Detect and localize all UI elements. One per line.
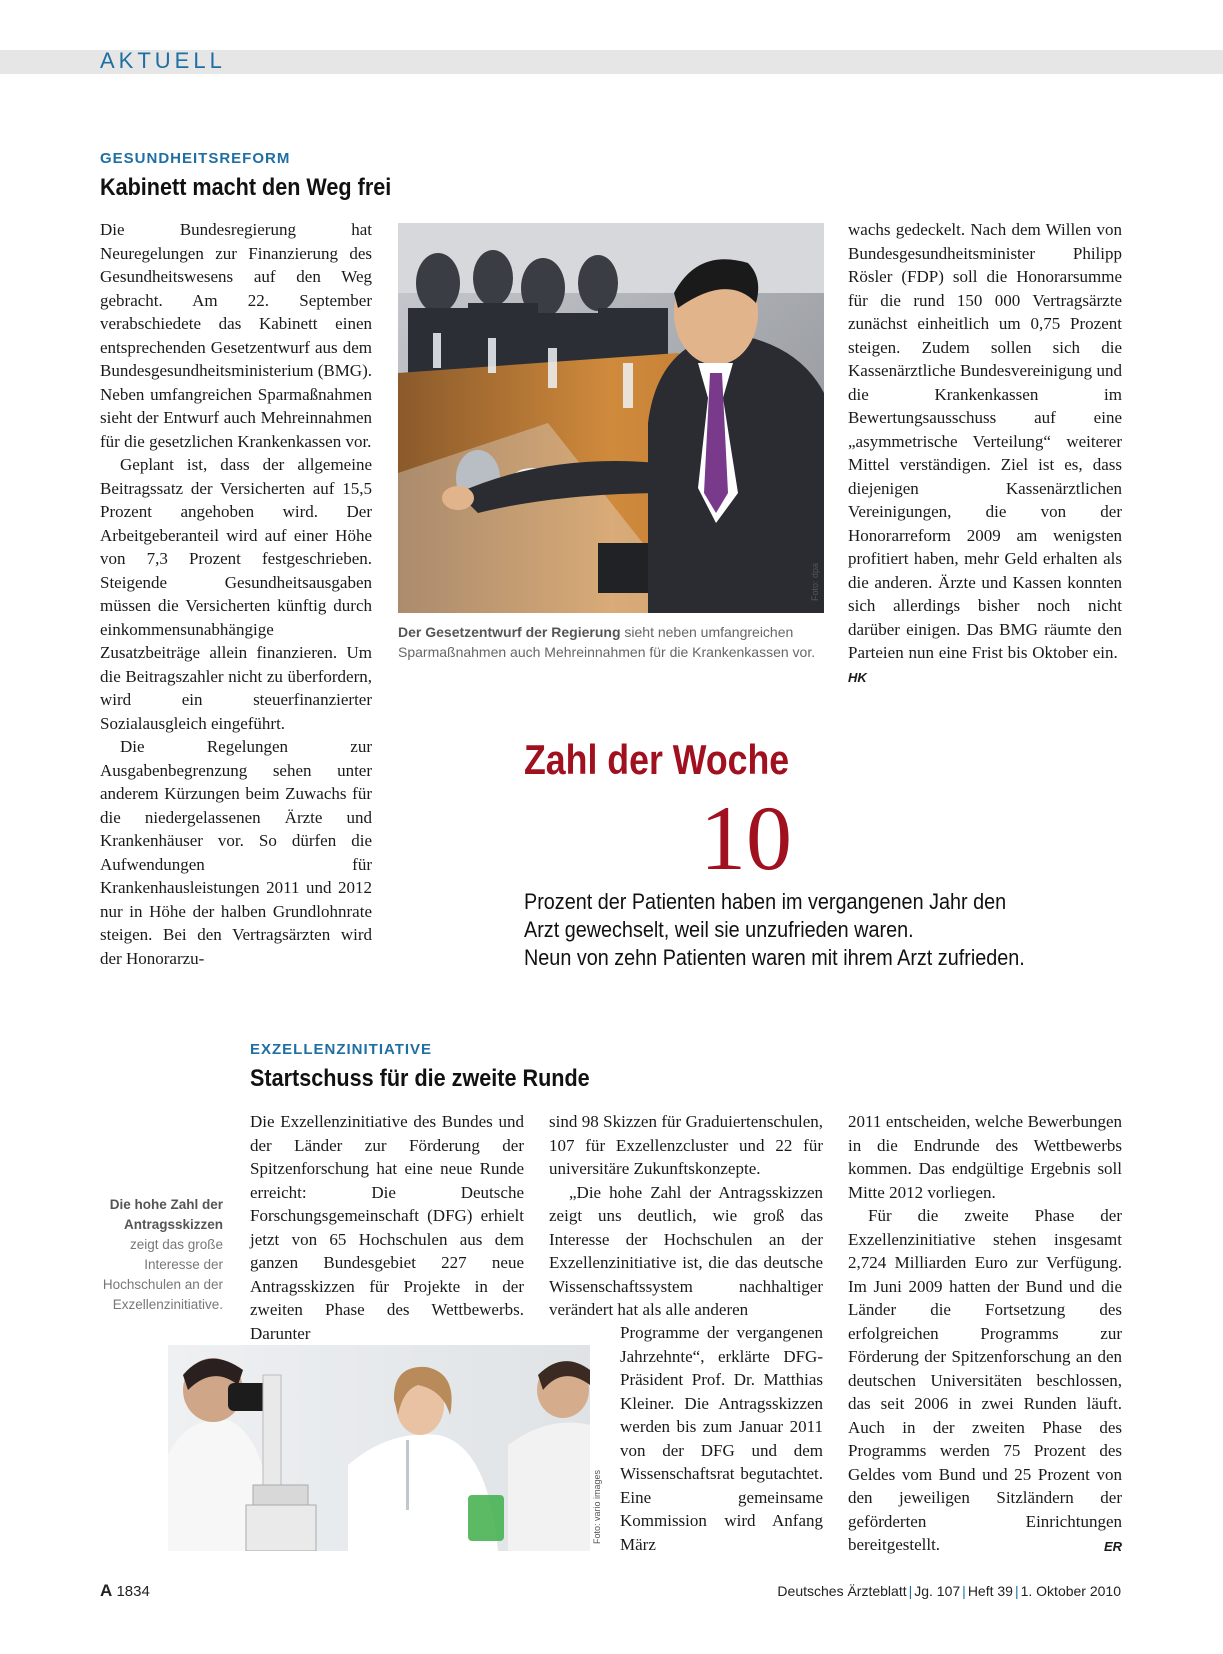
- photo-illustration: [398, 223, 824, 613]
- article1-kicker: GESUNDHEITSREFORM: [100, 150, 291, 167]
- paragraph: Programme der vergangenen Jahrzehnte“, erklärte DFG-Präsident Prof. Dr. Matthias Kleiner. Die Antragsskizzen werden bis zum Januar 2011 von der DFG und dem Wissenschaftsrat begutachtet. Eine gemeinsame Kommission wird Anfang März: [620, 1323, 823, 1554]
- article1-column-1: [100, 218, 372, 970]
- number-of-week-line-1: Prozent der Patienten haben im vergangenen Jahr den: [524, 889, 1007, 914]
- paragraph: [848, 1204, 1122, 1557]
- article2-column-2-continued: [620, 1321, 823, 1556]
- article1-column-3: [848, 218, 1122, 689]
- paragraph-text: wachs gedeckelt. Nach dem Willen von Bundesgesundheitsminister Philipp Rösler (FDP) soll die Honorarsumme für die rund 150 000 Vertragsärzte zunächst einheitlich um 0,75 Prozent steigen. Zudem sollen sich die Kassenärztliche Bundesvereinigung und die Krankenkassen im Bewertungsausschuss auf eine „asymmetrische Verteilung“ weiterer Mittel verständigen. Ziel ist es, dass diejenigen Kassenärztlichen Vereinigungen, die von der Honorarreform 2009 am wenigsten profitiert haben, mehr Geld erhalten als die anderen. Ärzte und Kassen konnten sich allerdings bisher noch nicht darüber einigen. Das BMG räumte den Parteien nun eine Frist bis Oktober ein.: [848, 220, 1122, 662]
- paragraph-text: Für die zweite Phase der Exzellenzinitiative stehen insgesamt 2,724 Milliarden Euro zur Verfügung. Im Juni 2009 hatten der Bund und die Länder die Fortsetzung des erfolgreichen Programms zur Förderung der Spitzenforschung an den deutschen Universitäten beschlossen, das seit 2006 in zwei Runden läuft. Auch in der zweiten Phase des Programms werden 75 Prozent des Geldes vom Bund und 25 Prozent von den jeweiligen Sitzländern der geförderten Einrichtungen bereitgestellt.: [848, 1206, 1122, 1554]
- author-signature: HK: [848, 669, 867, 685]
- number-of-week-value: 10: [700, 787, 792, 889]
- paragraph: sind 98 Skizzen für Graduiertenschulen, 107 für Exzellenzcluster und 22 für universitäre Zukunftskonzepte.: [549, 1112, 823, 1178]
- separator: |: [908, 1583, 913, 1599]
- number-of-week-line-2: Arzt gewechselt, weil sie unzufrieden waren.: [524, 917, 914, 942]
- paragraph: „Die hohe Zahl der Antragsskizzen zeigt uns deutlich, wie groß das Interesse der Hochschulen an der Exzellenzinitiative ist, die das deutsche Wissenschaftssystem nachhaltiger verändert hat als alle anderen: [549, 1182, 823, 1319]
- page-number: [100, 1581, 150, 1602]
- photo-caption: [398, 622, 824, 662]
- article2-column-1: [250, 1110, 524, 1345]
- page-prefix: A: [100, 1581, 113, 1600]
- journal-info: [777, 1581, 1121, 1601]
- page-number-value: 1834: [116, 1583, 150, 1600]
- paragraph: Geplant ist, dass der allgemeine Beitragssatz der Versicherten auf 15,5 Prozent angehoben wird. Der Arbeitgeberanteil wird auf einer Höhe von 7,3 Prozent festgeschrieben. Steigende Gesundheitsausgaben müssen die Versicherten künftig durch einkommensunabhängige Zusatzbeiträge allein finanzieren. Um die Beitragszahler nicht zu überfordern, wird ein steuerfinanzierter Sozialausgleich eingeführt.: [100, 455, 372, 733]
- sidenote-lead: Die hohe Zahl der Antragsskizzen: [109, 1197, 223, 1232]
- number-of-week-line-3: Neun von zehn Patienten waren mit ihrem Arzt zufrieden.: [524, 945, 1025, 970]
- paragraph: Die Bundesregierung hat Neuregelungen zur Finanzierung des Gesundheitswesens auf den Weg gebracht. Am 22. September verabschiedete das Kabinett einen entsprechenden Gesetzentwurf aus dem Bundesgesundheitsministerium (BMG). Neben umfangreichen Sparmaßnahmen sieht der Entwurf auch Mehreinnahmen für die gesetzlichen Krankenkassen vor.: [100, 220, 372, 451]
- paragraph: Die Exzellenzinitiative des Bundes und der Länder zur Förderung der Spitzenforschung hat eine neue Runde erreicht: Die Deutsche Forschungsgemeinschaft (DFG) erhielt jetzt von 65 Hochschulen aus dem ganzen Bundesgebiet 227 neue Antragsskizzen für Projekte in der zweiten Phase des Wettbewerbs. Darunter: [250, 1112, 524, 1343]
- photo-credit: Foto: dpa: [810, 563, 820, 602]
- caption-lead: Der Gesetzentwurf der Regierung: [398, 624, 621, 640]
- author-signature: ER: [1103, 1539, 1122, 1554]
- article1-title: Kabinett macht den Weg frei: [100, 174, 392, 201]
- separator: |: [962, 1583, 966, 1599]
- article2-column-3: [848, 1110, 1122, 1559]
- section-label: AKTUELL: [100, 48, 226, 73]
- sidenote: [95, 1195, 223, 1315]
- paragraph: Die Regelungen zur Ausgabenbegrenzung sehen unter anderem Kürzungen beim Zuwachs für die niedergelassenen Ärzte und Krankenhäuser vor. So dürfen die Aufwendungen für Krankenhausleistungen 2011 und 2012 nur in Höhe der halben Grundlohnrate steigen. Bei den Vertragsärzten wird der Honorarzu-: [100, 737, 372, 968]
- paragraph: 2011 entscheiden, welche Bewerbungen in die Endrunde des Wettbewerbs kommen. Das endgültige Ergebnis soll Mitte 2012 vorliegen.: [848, 1112, 1122, 1202]
- separator: |: [1014, 1583, 1019, 1599]
- cabinet-meeting-photo: [398, 223, 824, 613]
- sidenote-text: zeigt das große Interesse der Hochschulen an der Exzellenzinitiative.: [102, 1237, 223, 1312]
- photo-illustration: [168, 1345, 590, 1551]
- article2-column-2: [549, 1110, 823, 1322]
- number-of-week-title: Zahl der Woche: [524, 736, 790, 783]
- photo-credit: Foto: vario images: [592, 1470, 602, 1545]
- journal-date: 1. Oktober 2010: [1020, 1583, 1121, 1599]
- caption-text: sieht neben umfangreichen Sparmaßnahmen auch Mehreinnahmen für die Krankenkassen vor.: [398, 624, 816, 660]
- paragraph: [848, 218, 1122, 689]
- journal-name: Deutsches Ärzteblatt: [777, 1583, 907, 1599]
- journal-issue: Heft 39: [967, 1583, 1013, 1599]
- article2-title: Startschuss für die zweite Runde: [250, 1065, 590, 1092]
- article2-kicker: EXZELLENZINITIATIVE: [250, 1041, 433, 1058]
- journal-volume: Jg. 107: [914, 1583, 961, 1599]
- laboratory-photo: [168, 1345, 590, 1551]
